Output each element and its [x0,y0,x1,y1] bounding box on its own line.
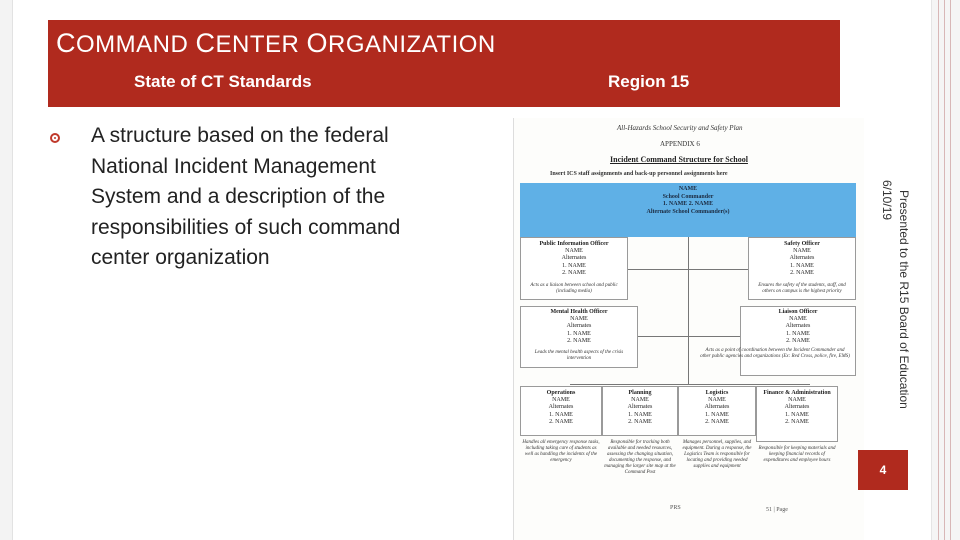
mental-health-line: 1. NAME [567,330,591,337]
title-word: OMMAND [76,31,196,58]
finance-note: Responsible for keeping materials and keeping financial records of expenditures and employee hours [758,446,836,463]
planning-title: Planning [628,390,652,396]
side-note-date: 6/10/19 [880,180,894,221]
subtitle-right: Region 15 [608,72,690,91]
doc-footer-page: 51 | Page [766,507,788,513]
pio-line: 2. NAME [562,269,586,276]
logistics-line: 1. NAME [705,411,729,418]
logistics-note: Manages personnel, supplies, and equipment. During a response, the Logistics Team is responsible for locating and providing needed supplies and equipment [682,440,752,469]
doc-plan-header: All-Hazards School Security and Safety Plan [617,124,743,132]
subtitle-left: State of CT Standards [134,72,312,91]
mental-health-line: Alternates [566,323,592,330]
liaison-line: 1. NAME [786,330,810,337]
liaison-line: Alternates [785,323,811,330]
planning-note: Responsible for tracking both available and needed resources, assessing the changing situation, documenting the response, and managing the larger site map at the Command Post [604,440,676,475]
slide-title [56,28,496,59]
title-divider [511,107,840,110]
connector-line [570,384,810,385]
frame-line [944,0,945,540]
mental-health-title: Mental Health Officer [550,309,608,315]
frame-line [938,0,939,540]
commander-text [628,186,748,216]
operations-text [522,390,600,426]
pio-text [522,241,626,277]
finance-title: Finance & Administration [763,390,831,396]
commander-line: Alternate School Commander(s) [646,208,730,215]
title-word: RGANIZATION [328,31,496,58]
title-cap: O [306,28,329,58]
title-cap: C [56,28,76,58]
safety-text [750,241,854,277]
operations-line: NAME [552,397,570,404]
connector-line [688,237,689,384]
mental-health-text [522,309,636,345]
finance-line: 1. NAME [785,411,809,418]
operations-line: Alternates [548,404,574,411]
connector-line [638,336,740,337]
commander-line: NAME [678,186,698,192]
safety-line: NAME [793,248,811,255]
planning-line: 1. NAME [628,411,652,418]
operations-title: Operations [546,390,576,396]
planning-line: Alternates [627,404,653,411]
mental-health-note: Leads the mental health aspects of the crisis intervention [534,350,624,361]
title-word: ENTER [215,31,307,58]
safety-line: Alternates [789,255,815,262]
liaison-text [742,309,854,345]
bullet-text: A structure based on the federal National Incident Management System and a description of the responsibilities of such command center organization [91,124,401,269]
connector-line [628,269,748,270]
liaison-line: 2. NAME [786,337,810,344]
logistics-line: NAME [708,397,726,404]
doc-footer-initials: PRS [670,505,681,511]
operations-line: 2. NAME [549,418,573,425]
safety-line: 1. NAME [790,262,814,269]
pio-line: NAME [565,248,583,255]
logistics-title: Logistics [705,390,729,396]
finance-line: 2. NAME [785,418,809,425]
logistics-line: 2. NAME [705,418,729,425]
pio-title: Public Information Officer [539,241,609,247]
liaison-title: Liaison Officer [778,309,818,315]
bullet-icon [50,133,60,143]
planning-line: NAME [631,397,649,404]
slide-frame-right [931,0,960,540]
planning-text [604,390,676,426]
finance-line: NAME [788,397,806,404]
pio-note: Acts as a liaison between school and public (including media) [530,283,618,294]
pio-line: 1. NAME [562,262,586,269]
liaison-note: Acts as a point of coordination between the Incident Commander and other public agencies and organizations (Ex: Red Cross, police, fire, EMS) [700,348,850,359]
operations-line: 1. NAME [549,411,573,418]
slide-frame-left [0,0,13,540]
finance-line: Alternates [784,404,810,411]
logistics-text [680,390,754,426]
mental-health-line: NAME [570,316,588,323]
doc-appendix: APPENDIX 6 [660,140,700,148]
page-number: 4 [858,450,908,490]
frame-line [950,0,951,540]
doc-heading: Incident Command Structure for School [610,155,748,164]
liaison-line: NAME [789,316,807,323]
pio-line: Alternates [561,255,587,262]
safety-note: Ensures the safety of the students, staff, and others on campus is the highest priority [758,283,846,294]
logistics-line: Alternates [704,404,730,411]
title-cap: C [195,28,216,58]
side-note-text: Presented to the R15 Board of Education [897,190,911,409]
safety-title: Safety Officer [784,241,820,247]
mental-health-line: 2. NAME [567,337,591,344]
doc-instruction: Insert ICS staff assignments and back-up personnel assignments here [550,171,728,177]
planning-line: 2. NAME [628,418,652,425]
finance-text [758,390,836,426]
safety-line: 2. NAME [790,269,814,276]
commander-line: School Commander [662,193,714,200]
operations-note: Handles all emergency response tasks, including taking care of students as well as handling the incidents of the emergency [522,440,600,463]
side-note [880,180,911,410]
commander-line: 1. NAME 2. NAME [662,201,714,208]
